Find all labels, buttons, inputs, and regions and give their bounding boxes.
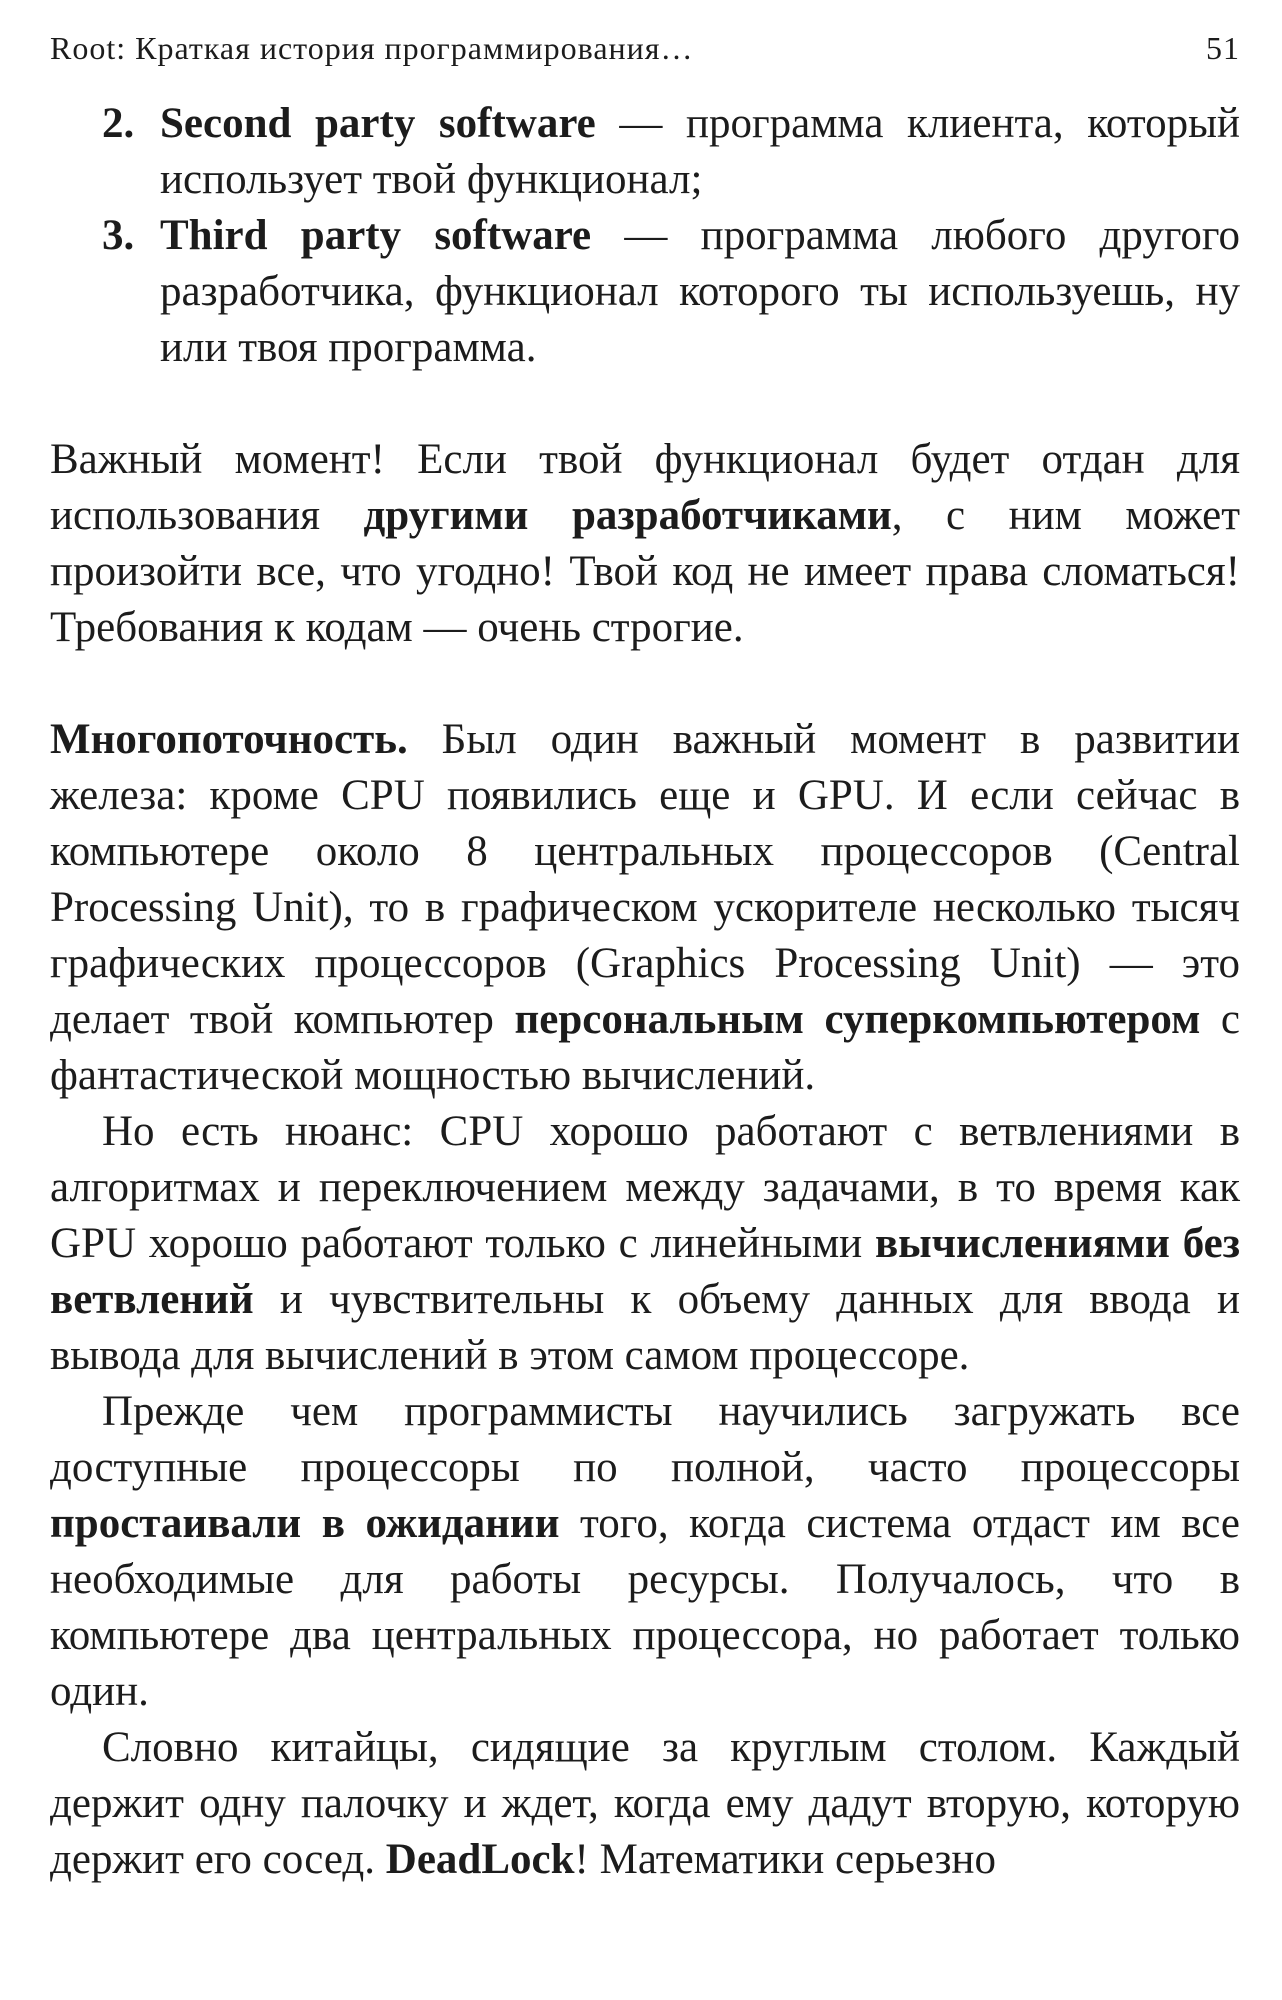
- list-item-text: — программа клиента, который использует твой функционал;: [160, 100, 1240, 203]
- text-run: того, когда система отдаст им все необходимые для работы ресурсы. Получалось, что в компьютере два центральных процессора, но работает только один.: [50, 1500, 1240, 1715]
- list-item-term: Second party software: [160, 100, 596, 147]
- text-run: , с ним может произойти все, что угодно! Твой код не имеет права сломаться! Требования к кодам — очень строгие.: [50, 492, 1241, 651]
- bold-text: DeadLock: [385, 1836, 575, 1883]
- section-heading: Многопоточность.: [50, 716, 408, 763]
- page-number: 51: [1206, 30, 1240, 66]
- important-paragraph: [50, 432, 1240, 656]
- running-head: [50, 30, 1240, 82]
- list-item-number: 3.: [102, 212, 135, 259]
- bold-text: другими разработчиками: [363, 492, 892, 539]
- idle-paragraph: [50, 1384, 1240, 1720]
- text-run: Важный момент! Если твой функционал будет отдан для использования: [50, 436, 1240, 539]
- software-list: [50, 96, 1240, 376]
- paragraph-spacer: [50, 656, 1240, 712]
- text-run: с фантастической мощностью вычислений.: [50, 996, 1240, 1099]
- list-item-text: — программа любого другого разработчика, функционал которого ты используешь, ну или твоя программа.: [160, 212, 1240, 371]
- list-item: [50, 208, 1240, 376]
- bold-text: персональным суперкомпьютером: [514, 996, 1201, 1043]
- nuance-paragraph: [50, 1104, 1240, 1384]
- paragraph-spacer: [50, 376, 1240, 432]
- book-page: [50, 30, 1240, 1888]
- deadlock-paragraph: [50, 1720, 1240, 1888]
- bold-text: вычислениями без ветвлений: [50, 1220, 1240, 1323]
- running-title: Root: Краткая история программирования…: [50, 30, 694, 66]
- bold-text: простаивали в ожидании: [50, 1500, 560, 1547]
- text-run: Словно китайцы, сидящие за круглым столом. Каждый держит одну палочку и ждет, когда ему дадут вторую, которую держит его сосед.: [50, 1724, 1240, 1883]
- text-run: Был один важный момент в развитии железа: кроме CPU появились еще и GPU. И если сейчас в компьютере около 8 центральных процессоров (Central Processing Unit), то в графическом ускорителе несколько тысяч графических процессоров (Graphics Processing Unit) — это делает твой компьютер: [50, 716, 1240, 1043]
- text-run: ! Математики серьезно: [574, 1836, 996, 1883]
- multithreading-paragraph: [50, 712, 1240, 1104]
- list-item-term: Third party software: [160, 212, 592, 259]
- list-item-number: 2.: [102, 100, 135, 147]
- text-run: и чувствительны к объему данных для ввода и вывода для вычислений в этом самом процессоре.: [50, 1276, 1240, 1379]
- text-run: Прежде чем программисты научились загружать все доступные процессоры по полной, часто процессоры: [50, 1388, 1240, 1491]
- list-item: [50, 96, 1240, 208]
- text-run: Но есть нюанс: CPU хорошо работают с ветвлениями в алгоритмах и переключением между задачами, в то время как GPU хорошо работают только с линейными: [50, 1108, 1240, 1267]
